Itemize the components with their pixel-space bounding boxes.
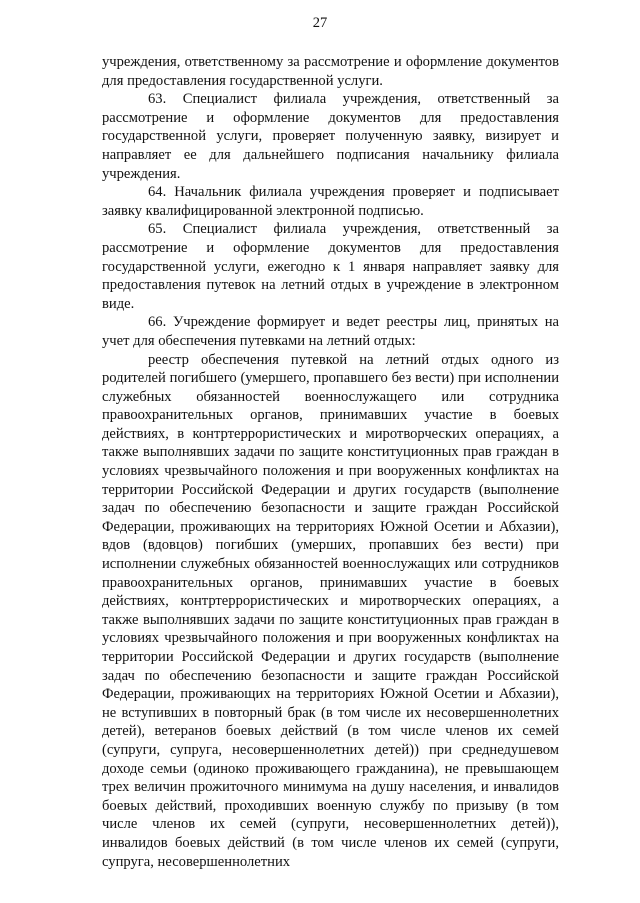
paragraph-63: 63. Специалист филиала учреждения, ответственный за рассмотрение и оформление документов для предоставления государственной услуги, проверяет полученную заявку, визирует и направляет ее для дальнейшего подписания начальнику филиала учреждения. xyxy=(102,91,559,182)
paragraph-registry: реестр обеспечения путевкой на летний отдых одного из родителей погибшего (умершего, пропавшего без вести) при исполнении служебных обязанностей военнослужащего или сотрудника правоохранительных органов, принимавших участие в боевых действиях, в контртеррористических и миротворческих операциях, а также выполнявших задачи по защите конституционных прав граждан в условиях чрезвычайного положения и при вооруженных конфликтах на территории Российской Федерации и других государств (выполнение задач по обеспечению безопасности и защите граждан Российской Федерации, проживающих на территориях Южной Осетии и Абхазии), вдов (вдовцов) погибших (умерших, пропавших без вести) при исполнении служебных обязанностей военнослужащих или сотрудников правоохранительных органов, принимавших участие в боевых действиях, контртеррористических и миротворческих операциях, а также выполнявших задачи по защите конституционных прав граждан в условиях чрезвычайного положения и при вооруженных конфликтах на территории Российской Федерации и других государств (выполнение задач по обеспечению безопасности и защите граждан Российской Федерации, проживающих на территориях Южной Осетии и Абхазии), не вступивших в повторный брак (в том числе их несовершеннолетних детей), ветеранов боевых действий (в том числе членов их семей (супруги, супруга, несовершеннолетних детей)) при среднедушевом доходе семьи (одиноко проживающего гражданина), не превышающем трех величин прожиточного минимума на душу населения, и инвалидов боевых действий, проходивших военную службу по призыву (в том числе членов их семей (супруги, несовершеннолетних детей)), инвалидов боевых действий (в том числе членов их семей (супруги, супруга, несовершеннолетних xyxy=(102,351,559,870)
page-body xyxy=(102,53,559,871)
paragraph-65: 65. Специалист филиала учреждения, ответственный за рассмотрение и оформление документов для предоставления государственной услуги, ежегодно к 1 января направляет заявку для предоставления путевок на летний отдых в учреждение в электронном виде. xyxy=(102,221,559,312)
paragraph-66: 66. Учреждение формирует и ведет реестры лиц, принятых на учет для обеспечения путевками на летний отдых: xyxy=(102,314,559,349)
paragraph-64: 64. Начальник филиала учреждения проверяет и подписывает заявку квалифицированной электронной подписью. xyxy=(102,184,559,219)
paragraph-continuation: учреждения, ответственному за рассмотрение и оформление документов для предоставления государственной услуги. xyxy=(102,54,559,89)
page-number: 27 xyxy=(312,15,328,31)
